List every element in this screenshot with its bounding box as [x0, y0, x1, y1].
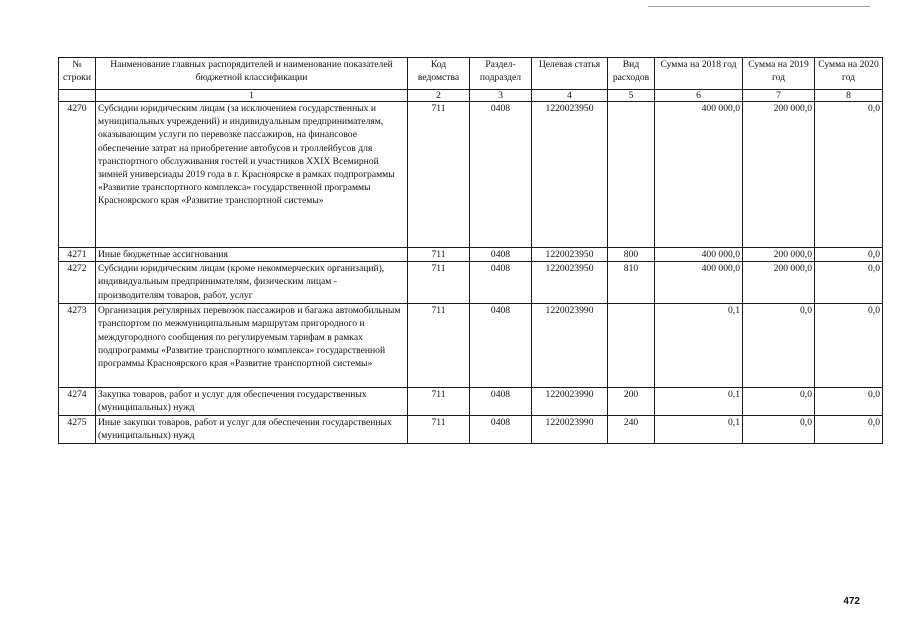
section-cell: 0408: [470, 388, 532, 416]
sum-2019-cell: 0,0: [743, 388, 815, 416]
column-number: 1: [96, 90, 408, 102]
department-code-cell: 711: [408, 304, 470, 388]
top-decorative-rule: [648, 6, 870, 7]
row-number-cell: 4274: [59, 388, 96, 416]
sum-2019-cell: 200 000,0: [743, 248, 815, 262]
sum-2018-cell: 0,1: [655, 416, 743, 444]
sum-2019-cell: 0,0: [743, 304, 815, 388]
row-name-cell: Иные закупки товаров, работ и услуг для обеспечения государственных (муниципальных) нужд: [96, 416, 408, 444]
department-code-cell: 711: [408, 102, 470, 248]
page-number: 472: [843, 596, 860, 607]
sum-2019-cell: 200 000,0: [743, 102, 815, 248]
header-sum-2018: Сумма на 2018 год: [655, 58, 743, 90]
sum-2020-cell: 0,0: [815, 388, 883, 416]
row-number-cell: 4270: [59, 102, 96, 248]
row-number-cell: 4271: [59, 248, 96, 262]
sum-2019-cell: 200 000,0: [743, 262, 815, 304]
row-number-cell: 4272: [59, 262, 96, 304]
section-cell: 0408: [470, 102, 532, 248]
column-number: 3: [470, 90, 532, 102]
header-expense-type: Вид расходов: [608, 58, 655, 90]
header-row-number: № строки: [59, 58, 96, 90]
expense-type-cell: 240: [608, 416, 655, 444]
department-code-cell: 711: [408, 388, 470, 416]
expense-type-cell: 810: [608, 262, 655, 304]
expense-type-cell: [608, 304, 655, 388]
column-number: 7: [743, 90, 815, 102]
column-number: 2: [408, 90, 470, 102]
sum-2020-cell: 0,0: [815, 262, 883, 304]
section-cell: 0408: [470, 304, 532, 388]
department-code-cell: 711: [408, 416, 470, 444]
expense-type-cell: [608, 102, 655, 248]
header-department-code: Код ведомства: [408, 58, 470, 90]
section-cell: 0408: [470, 262, 532, 304]
sum-2018-cell: 0,1: [655, 388, 743, 416]
column-number: 4: [532, 90, 608, 102]
row-number-cell: 4275: [59, 416, 96, 444]
target-article-cell: 1220023990: [532, 304, 608, 388]
column-number: 5: [608, 90, 655, 102]
sum-2019-cell: 0,0: [743, 416, 815, 444]
row-name-cell: Субсидии юридическим лицам (кроме некоммерческих организаций), индивидуальным предпринимателям, физическим лицам - производителям товаров, работ, услуг: [96, 262, 408, 304]
row-number-cell: 4273: [59, 304, 96, 388]
target-article-cell: 1220023950: [532, 262, 608, 304]
row-name-cell: Организация регулярных перевозок пассажиров и багажа автомобильным транспортом по межмуниципальным маршрутам пригородного и междугородного сообщения по регулируемым тарифам в рамках подпрограммы «Развитие транспортного комплекса» государственной программы Красноярского края «Развитие транспортной системы»: [96, 304, 408, 388]
budget-table: [58, 57, 883, 444]
column-number: 8: [815, 90, 883, 102]
department-code-cell: 711: [408, 262, 470, 304]
row-name-cell: Субсидии юридическим лицам (за исключением государственных и муниципальных учреждений) и индивидуальным предпринимателям, оказывающим услуги по перевозке пассажиров, на финансовое обеспечение затрат на приобретение автобусов и троллейбусов для транспортного обслуживания гостей и участников XXIX Всемирной зимней универсиады 2019 года в г. Красноярске в рамках подпрограммы «Развитие транспортного комплекса» государственной программы Красноярского края «Развитие транспортной системы»: [96, 102, 408, 248]
row-name-cell: Закупка товаров, работ и услуг для обеспечения государственных (муниципальных) нужд: [96, 388, 408, 416]
column-number: 6: [655, 90, 743, 102]
target-article-cell: 1220023990: [532, 388, 608, 416]
column-number-row: [59, 90, 883, 102]
expense-type-cell: 800: [608, 248, 655, 262]
sum-2020-cell: 0,0: [815, 304, 883, 388]
table-row: [59, 416, 883, 444]
section-cell: 0408: [470, 416, 532, 444]
table-row: [59, 102, 883, 248]
table-row: [59, 248, 883, 262]
expense-type-cell: 200: [608, 388, 655, 416]
sum-2020-cell: 0,0: [815, 102, 883, 248]
target-article-cell: 1220023950: [532, 102, 608, 248]
header-sum-2020: Сумма на 2020 год: [815, 58, 883, 90]
department-code-cell: 711: [408, 248, 470, 262]
sum-2018-cell: 400 000,0: [655, 102, 743, 248]
header-target-article: Целевая статья: [532, 58, 608, 90]
target-article-cell: 1220023990: [532, 416, 608, 444]
column-number-empty: [59, 90, 96, 102]
target-article-cell: 1220023950: [532, 248, 608, 262]
table-row: [59, 388, 883, 416]
header-sum-2019: Сумма на 2019 год: [743, 58, 815, 90]
section-cell: 0408: [470, 248, 532, 262]
sum-2020-cell: 0,0: [815, 416, 883, 444]
header-name: Наименование главных распорядителей и наименование показателей бюджетной классификации: [96, 58, 408, 90]
table-row: [59, 304, 883, 388]
header-section: Раздел-подраздел: [470, 58, 532, 90]
sum-2018-cell: 400 000,0: [655, 262, 743, 304]
table-row: [59, 262, 883, 304]
sum-2018-cell: 400 000,0: [655, 248, 743, 262]
row-name-cell: Иные бюджетные ассигнования: [96, 248, 408, 262]
sum-2018-cell: 0,1: [655, 304, 743, 388]
header-row: [59, 58, 883, 90]
sum-2020-cell: 0,0: [815, 248, 883, 262]
